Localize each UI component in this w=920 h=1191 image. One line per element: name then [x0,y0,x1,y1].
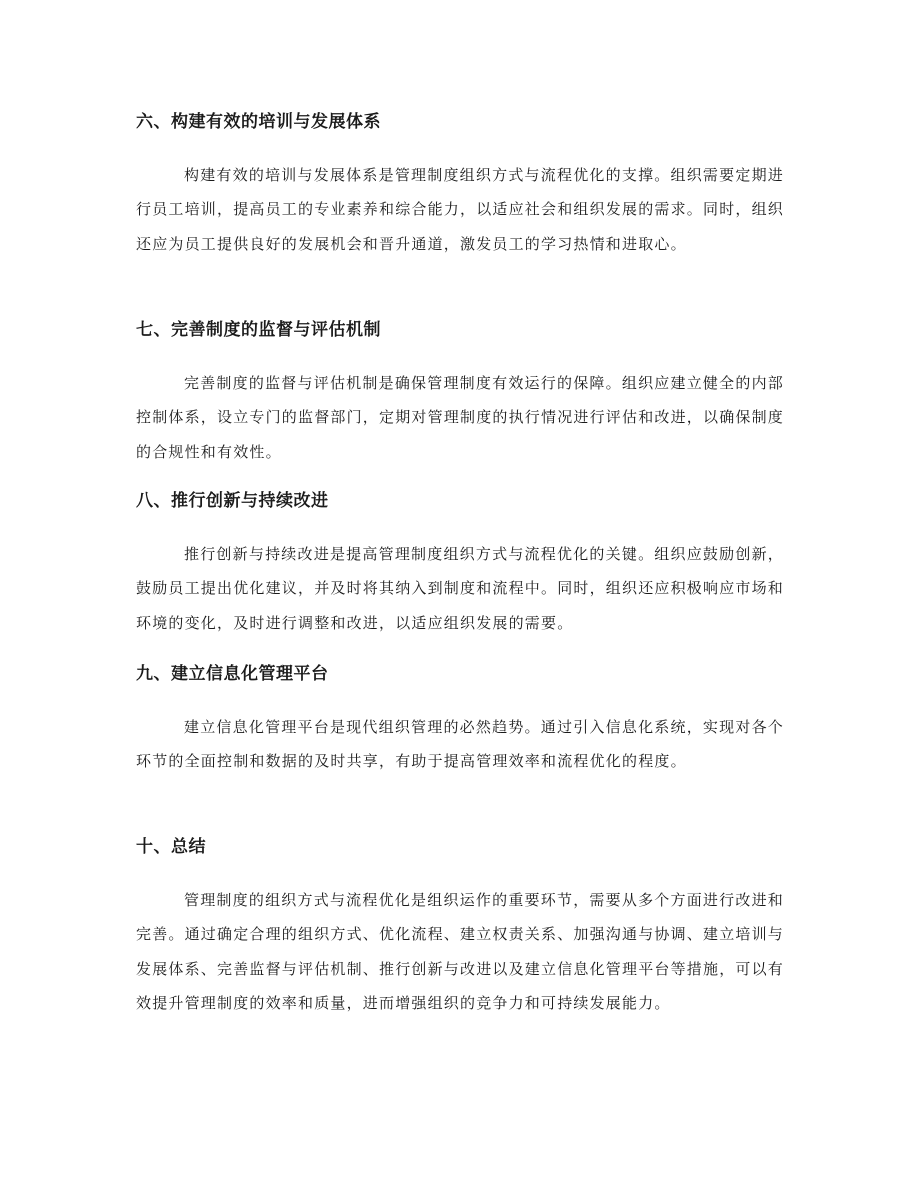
section-heading: 九、建立信息化管理平台 [136,664,329,684]
section-supervision [136,318,784,469]
section-paragraph: 构建有效的培训与发展体系是管理制度组织方式与流程优化的支撑。组织需要定期进行员工培训，提高员工的专业素养和综合能力，以适应社会和组织发展的需求。同时，组织还应为员工提供良好的发展机会和晋升通道，激发员工的学习热情和进取心。 [136,166,785,253]
section-heading: 十、总结 [136,837,206,857]
section-summary [136,835,784,1021]
section-paragraph: 推行创新与持续改进是提高管理制度组织方式与流程优化的关键。组织应鼓励创新，鼓励员工提出优化建议，并及时将其纳入到制度和流程中。同时，组织还应积极响应市场和环境的变化，及时进行调整和改进，以适应组织发展的需要。 [136,545,785,632]
section-paragraph: 完善制度的监督与评估机制是确保管理制度有效运行的保障。组织应建立健全的内部控制体系，设立专门的监督部门，定期对管理制度的执行情况进行评估和改进，以确保制度的合规性和有效性。 [136,374,785,461]
section-innovation [136,489,784,640]
section-informatization [136,662,784,779]
section-heading: 六、构建有效的培训与发展体系 [136,112,381,132]
section-heading: 七、完善制度的监督与评估机制 [136,320,381,340]
section-paragraph: 建立信息化管理平台是现代组织管理的必然趋势。通过引入信息化系统，实现对各个环节的全面控制和数据的及时共享，有助于提高管理效率和流程优化的程度。 [136,718,784,771]
section-training [136,110,784,261]
section-paragraph: 管理制度的组织方式与流程优化是组织运作的重要环节，需要从多个方面进行改进和完善。通过确定合理的组织方式、优化流程、建立权责关系、加强沟通与协调、建立培训与发展体系、完善监督与评估机制、推行创新与改进以及建立信息化管理平台等措施，可以有效提升管理制度的效率和质量，进而增强组织的竞争力和可持续发展能力。 [136,891,785,1013]
section-heading: 八、推行创新与持续改进 [136,491,329,511]
